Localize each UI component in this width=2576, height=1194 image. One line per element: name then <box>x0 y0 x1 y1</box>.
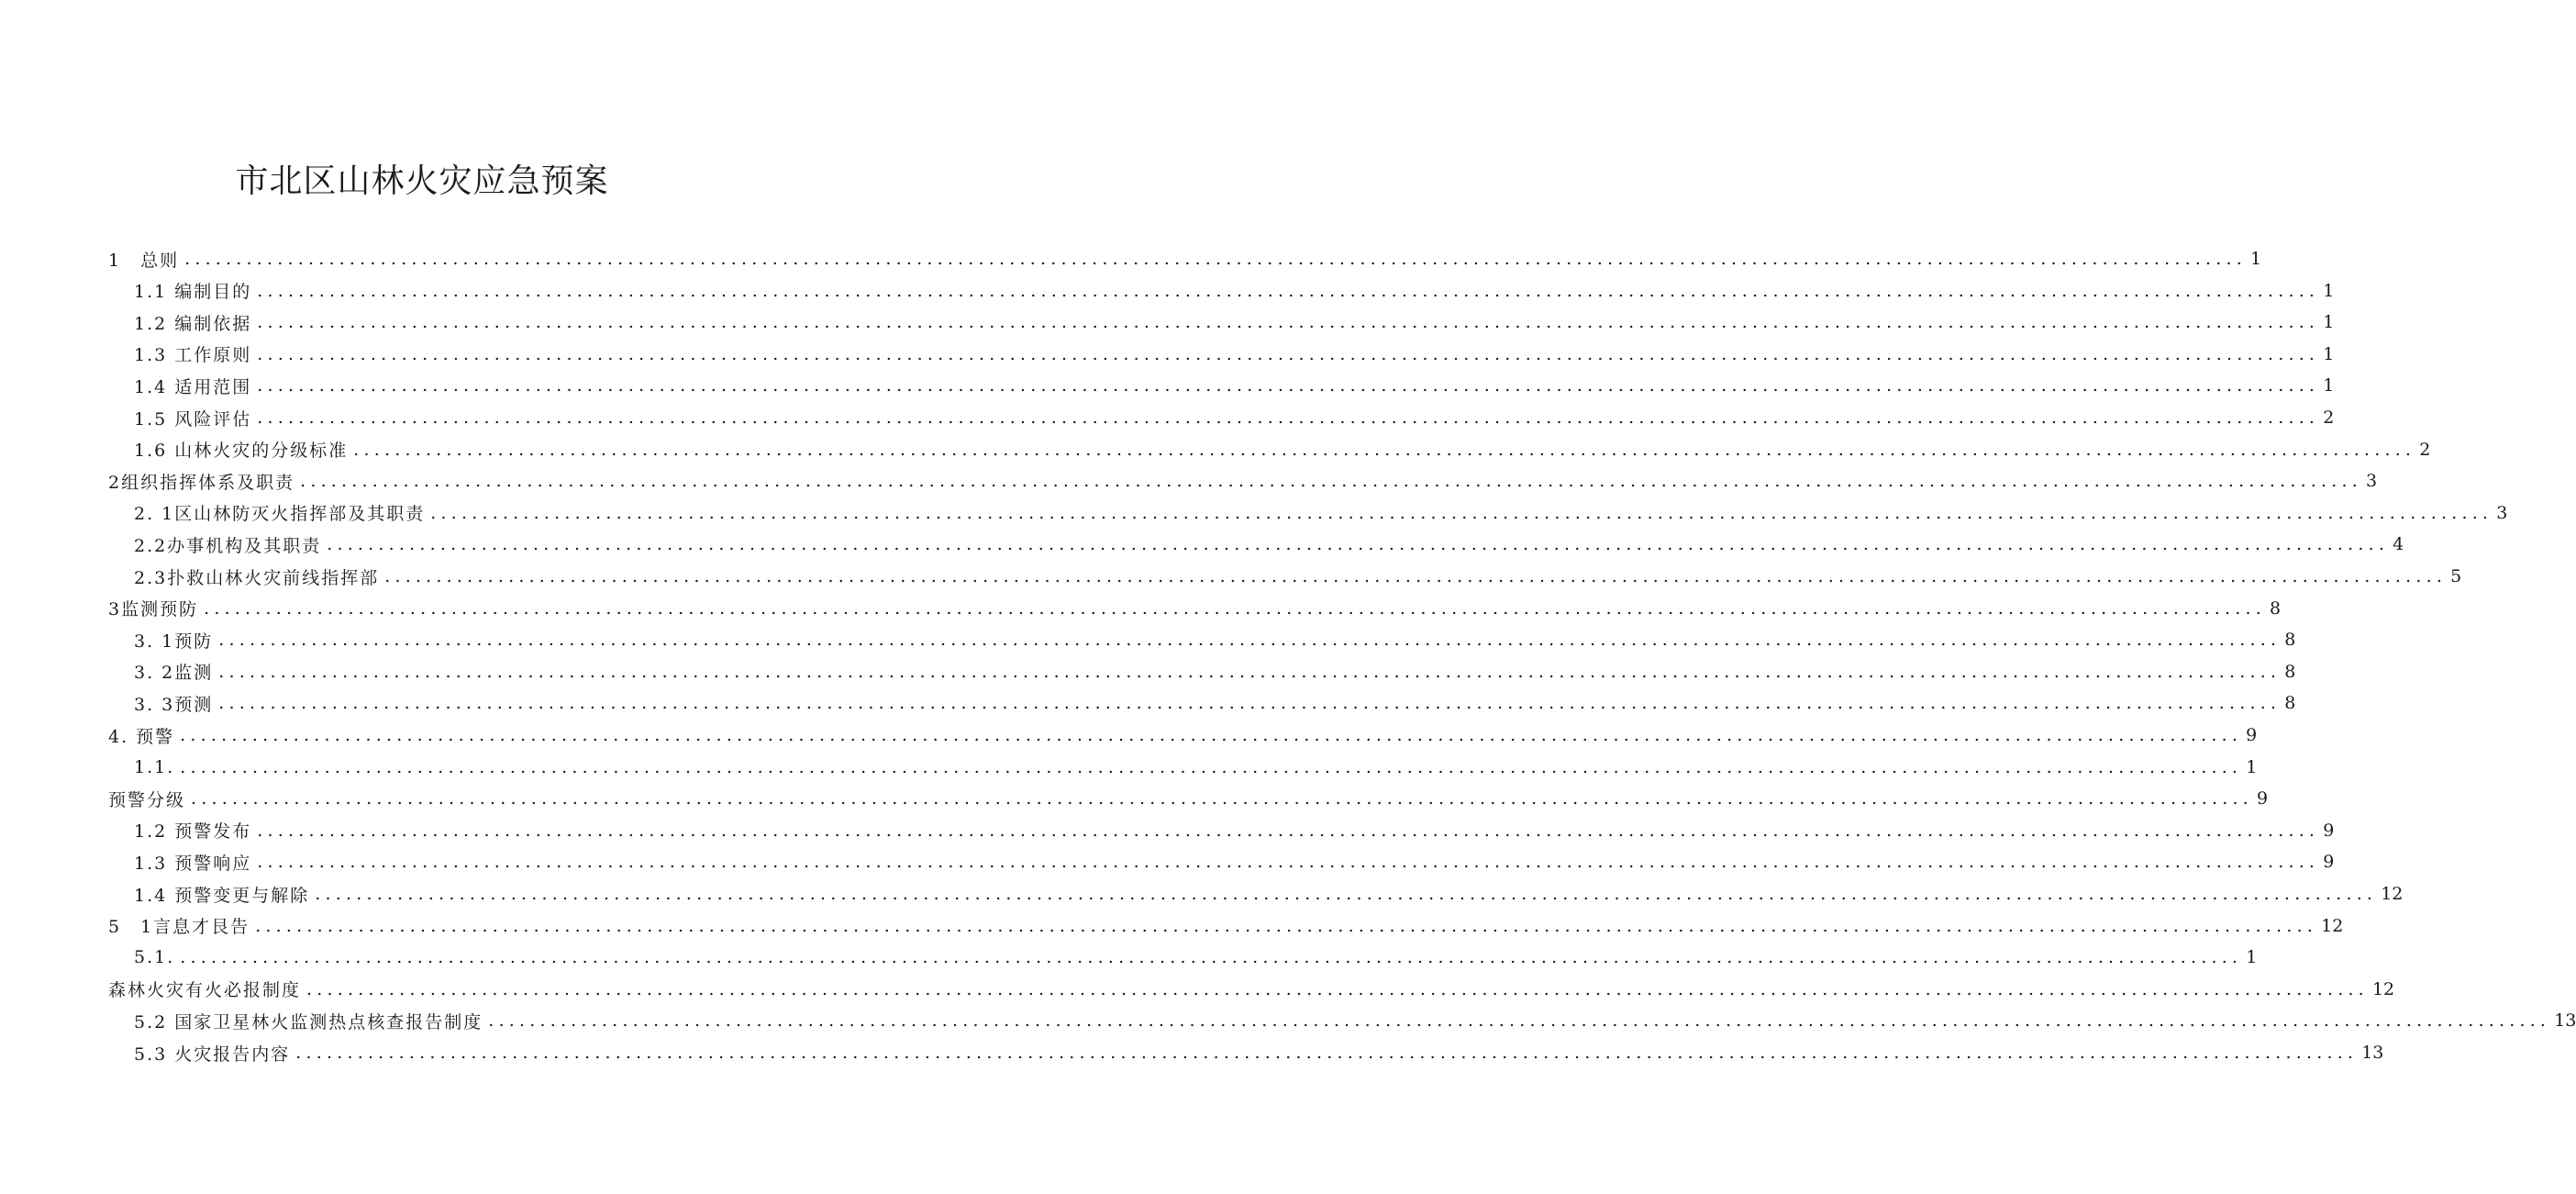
toc-entry[interactable] <box>134 846 2335 877</box>
toc-entry-label: 预警分级 <box>108 789 186 810</box>
toc-page-number: 1 <box>2323 343 2335 364</box>
toc-dot-leader: ........................................................................................................................................................................................................ <box>353 439 2416 460</box>
toc-dot-leader: ........................................................................................................................................................................................................ <box>257 407 2320 428</box>
toc-page-number: 1 <box>2323 312 2335 333</box>
toc-entry-label: 2. 1区山林防灭火指挥部及其职责 <box>134 504 426 525</box>
toc-entry[interactable] <box>134 497 2508 529</box>
toc-entry-label: 2.3扑救山林火灾前线指挥部 <box>134 567 380 588</box>
toc-entry-label: 1.4 适用范围 <box>134 376 252 397</box>
toc-page-number: 1 <box>2246 756 2258 777</box>
toc-entry-label: 1 总则 <box>108 250 180 271</box>
toc-page-number: 8 <box>2284 630 2296 651</box>
toc-dot-leader: ........................................................................................................................................................................................................ <box>257 375 2320 396</box>
toc-entry-label: 5.2 国家卫星林火监测热点核查报告制度 <box>134 1011 483 1032</box>
toc-dot-leader: ........................................................................................................................................................................................................ <box>184 249 2248 269</box>
toc-entry-label: 5 1言息才艮告 <box>108 917 250 938</box>
toc-entry[interactable] <box>134 1037 2384 1068</box>
toc-entry-label: 5.3 火灾报告内容 <box>134 1043 291 1065</box>
toc-page-number: 3 <box>2496 502 2508 523</box>
toc-dot-leader: ........................................................................................................................................................................................................ <box>204 597 2267 619</box>
document-title: 市北区山林火灾应急预案 <box>235 162 609 200</box>
toc-entry-label: 2组织指挥体系及职责 <box>108 472 295 493</box>
toc-entry[interactable] <box>134 1005 2576 1036</box>
toc-page-number: 9 <box>2246 725 2258 745</box>
toc-dot-leader: ........................................................................................................................................................................................................ <box>257 343 2320 364</box>
toc-dot-leader: ........................................................................................................................................................................................................ <box>488 1010 2551 1032</box>
toc-entry-label: 4. 预警 <box>108 726 175 747</box>
toc-page-number: 9 <box>2256 788 2269 809</box>
toc-entry-label: 1.3 预警响应 <box>134 853 252 874</box>
toc-entry[interactable] <box>108 783 2269 814</box>
toc-page-number: 3 <box>2366 471 2378 492</box>
toc-entry[interactable] <box>108 974 2395 1005</box>
toc-dot-leader: ........................................................................................................................................................................................................ <box>191 788 2253 809</box>
toc-entry[interactable] <box>108 593 2282 624</box>
toc-dot-leader: ........................................................................................................................................................................................................ <box>384 566 2448 586</box>
toc-dot-leader: ........................................................................................................................................................................................................ <box>218 661 2282 682</box>
toc-dot-leader: ........................................................................................................................................................................................................ <box>300 471 2363 492</box>
toc-dot-leader: ........................................................................................................................................................................................................ <box>257 280 2320 301</box>
toc-page-number: 12 <box>2371 978 2395 999</box>
toc-page-number: 1 <box>2246 947 2258 968</box>
toc-dot-leader: ........................................................................................................................................................................................................ <box>257 852 2320 873</box>
toc-page-number: 8 <box>2270 597 2282 619</box>
toc-entry[interactable] <box>134 529 2404 560</box>
toc-dot-leader: ........................................................................................................................................................................................................ <box>180 947 2243 968</box>
toc-entry[interactable] <box>134 815 2335 846</box>
toc-dot-leader: ........................................................................................................................................................................................................ <box>327 534 2390 555</box>
toc-entry-label: 3. 2监测 <box>134 663 214 684</box>
toc-entry-label: 3监测预防 <box>108 599 199 620</box>
toc-entry[interactable] <box>134 624 2296 655</box>
toc-entry[interactable] <box>108 465 2378 497</box>
toc-page-number: 8 <box>2284 661 2296 682</box>
toc-entry-label: 1.1. <box>134 756 175 777</box>
toc-page-number: 12 <box>2321 915 2344 936</box>
toc-entry-label: 1.6 山林火灾的分级标准 <box>134 441 349 462</box>
toc-entry[interactable] <box>134 878 2404 909</box>
toc-entry-label: 3. 3预测 <box>134 694 214 715</box>
toc-entry-label: 1.5 风险评估 <box>134 408 252 430</box>
toc-entry[interactable] <box>108 910 2344 942</box>
toc-entry-label: 3. 1预防 <box>134 630 214 652</box>
toc-dot-leader: ........................................................................................................................................................................................................ <box>180 725 2243 745</box>
toc-entry-label: 森林火灾有火必报制度 <box>108 980 302 1001</box>
toc-entry[interactable] <box>134 370 2335 401</box>
toc-page-number: 13 <box>2361 1043 2384 1063</box>
toc-page-number: 1 <box>2323 375 2335 396</box>
toc-entry[interactable] <box>134 434 2431 465</box>
toc-entry-label: 2.2办事机构及其职责 <box>134 535 322 556</box>
toc-entry-label: 1.2 预警发布 <box>134 821 252 842</box>
toc-page-number: 1 <box>2323 280 2335 301</box>
toc-dot-leader: ........................................................................................................................................................................................................ <box>430 502 2493 523</box>
toc-dot-leader: ........................................................................................................................................................................................................ <box>180 756 2243 777</box>
toc-entry[interactable] <box>134 561 2462 592</box>
toc-entry-label: 1.3 工作原则 <box>134 345 252 366</box>
toc-page-number: 12 <box>2381 884 2404 904</box>
toc-entry[interactable] <box>134 752 2258 783</box>
toc-entry[interactable] <box>134 942 2258 973</box>
toc-entry-label: 1.2 编制依据 <box>134 313 252 334</box>
toc-entry[interactable] <box>134 687 2296 719</box>
toc-dot-leader: ........................................................................................................................................................................................................ <box>255 915 2318 936</box>
toc-dot-leader: ........................................................................................................................................................................................................ <box>315 884 2378 904</box>
toc-page-number: 9 <box>2323 852 2335 873</box>
toc-entry-label: 1.1 编制目的 <box>134 282 252 303</box>
toc-page-number: 1 <box>2250 249 2262 269</box>
toc-dot-leader: ........................................................................................................................................................................................................ <box>218 693 2282 714</box>
toc-entry[interactable] <box>134 307 2335 338</box>
toc-page-number: 8 <box>2284 693 2296 714</box>
toc-entry[interactable] <box>108 243 2262 274</box>
toc-entry[interactable] <box>134 656 2296 687</box>
toc-dot-leader: ........................................................................................................................................................................................................ <box>306 978 2369 999</box>
toc-page-number: 4 <box>2393 534 2404 555</box>
toc-dot-leader: ........................................................................................................................................................................................................ <box>257 820 2320 841</box>
toc-entry-label: 5.1. <box>134 947 175 968</box>
toc-page-number: 2 <box>2419 439 2431 460</box>
toc-dot-leader: ........................................................................................................................................................................................................ <box>218 630 2282 651</box>
toc-page-number: 5 <box>2450 566 2462 586</box>
toc-page-number: 9 <box>2323 820 2335 841</box>
toc-dot-leader: ........................................................................................................................................................................................................ <box>257 312 2320 333</box>
toc-entry-label: 1.4 预警变更与解除 <box>134 885 310 906</box>
toc-entry[interactable] <box>134 339 2335 370</box>
toc-page-number: 2 <box>2323 407 2335 428</box>
toc-entry[interactable] <box>134 275 2335 307</box>
toc-page-number: 13 <box>2554 1010 2576 1032</box>
toc-dot-leader: ........................................................................................................................................................................................................ <box>295 1043 2359 1063</box>
toc-entry[interactable] <box>108 720 2258 751</box>
toc-entry[interactable] <box>134 402 2335 433</box>
